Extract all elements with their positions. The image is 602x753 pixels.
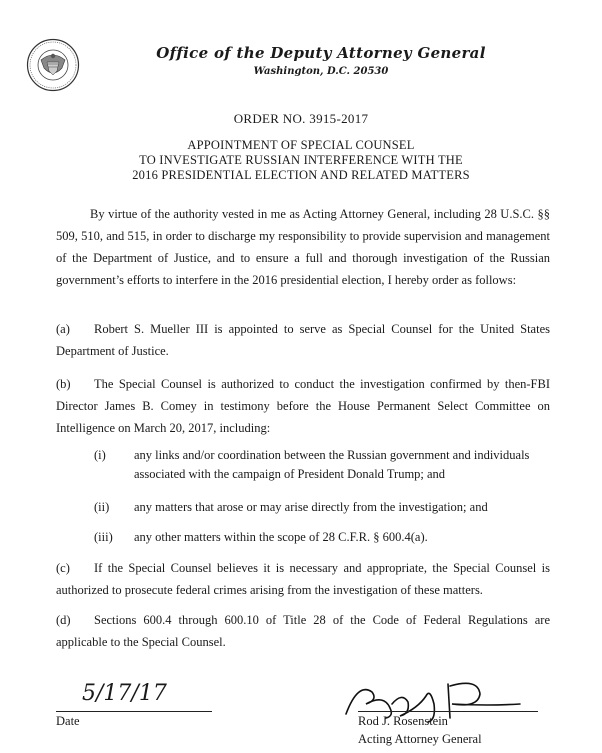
section-a bbox=[56, 318, 550, 362]
section-text: If the Special Counsel believes it is necessary and appropriate, the Special Counsel is authorized to prosecute federal crimes arising from the investigation of these matters. bbox=[56, 561, 550, 597]
office-title: Office of the Deputy Attorney General bbox=[156, 44, 486, 62]
intro-paragraph: By virtue of the authority vested in me as Acting Attorney General, including 28 U.S.C. §§ 509, 510, and 515, in order to discharge my responsibility to provide supervision and management of the Department of Justice, and to ensure a full and thorough investigation of the Russian government’s efforts to interfere in the 2016 presidential election, I hereby order as follows: bbox=[56, 207, 550, 287]
order-title-line: APPOINTMENT OF SPECIAL COUNSEL bbox=[187, 138, 415, 152]
handwritten-date: 5/17/17 bbox=[82, 681, 167, 706]
subitem-label: (i) bbox=[94, 448, 106, 462]
section-b bbox=[56, 373, 550, 439]
signer-title: Acting Attorney General bbox=[358, 732, 482, 746]
subitem-label: (iii) bbox=[94, 530, 113, 544]
signature-line bbox=[358, 711, 538, 712]
office-address: Washington, D.C. 20530 bbox=[253, 66, 389, 77]
signer-name: Rod J. Rosenstein bbox=[358, 714, 448, 728]
section-label: (b) bbox=[56, 377, 71, 391]
section-text: Sections 600.4 through 600.10 of Title 28 of the Code of Federal Regulations are applicable to the Special Counsel. bbox=[56, 613, 550, 649]
subitem-text: any matters that arose or may arise directly from the investigation; and bbox=[134, 500, 488, 514]
subitem-text: any links and/or coordination between the Russian government and individuals associated with the campaign of President Donald Trump; and bbox=[134, 448, 530, 481]
order-title-line: 2016 PRESIDENTIAL ELECTION AND RELATED MATTERS bbox=[132, 168, 470, 182]
order-title-line: TO INVESTIGATE RUSSIAN INTERFERENCE WITH THE bbox=[139, 153, 463, 167]
subitem-iii bbox=[94, 528, 550, 547]
subitem-text: any other matters within the scope of 28 C.F.R. § 600.4(a). bbox=[134, 530, 428, 544]
subitem-label: (ii) bbox=[94, 500, 110, 514]
section-label: (d) bbox=[56, 613, 71, 627]
order-number: ORDER NO. 3915-2017 bbox=[233, 111, 369, 126]
section-d bbox=[56, 609, 550, 653]
section-text: Robert S. Mueller III is appointed to serve as Special Counsel for the United States Department of Justice. bbox=[56, 322, 550, 358]
subitem-ii bbox=[94, 498, 550, 517]
date-label: Date bbox=[56, 714, 80, 728]
section-c bbox=[56, 557, 550, 601]
subitem-i bbox=[94, 446, 550, 484]
section-label: (a) bbox=[56, 322, 70, 336]
section-text: The Special Counsel is authorized to conduct the investigation confirmed by then-FBI Director James B. Comey in testimony before the House Permanent Select Committee on Intelligence on March 20, 2017, including: bbox=[56, 377, 550, 435]
date-line bbox=[56, 711, 212, 712]
section-label: (c) bbox=[56, 561, 70, 575]
order-title bbox=[0, 138, 602, 183]
